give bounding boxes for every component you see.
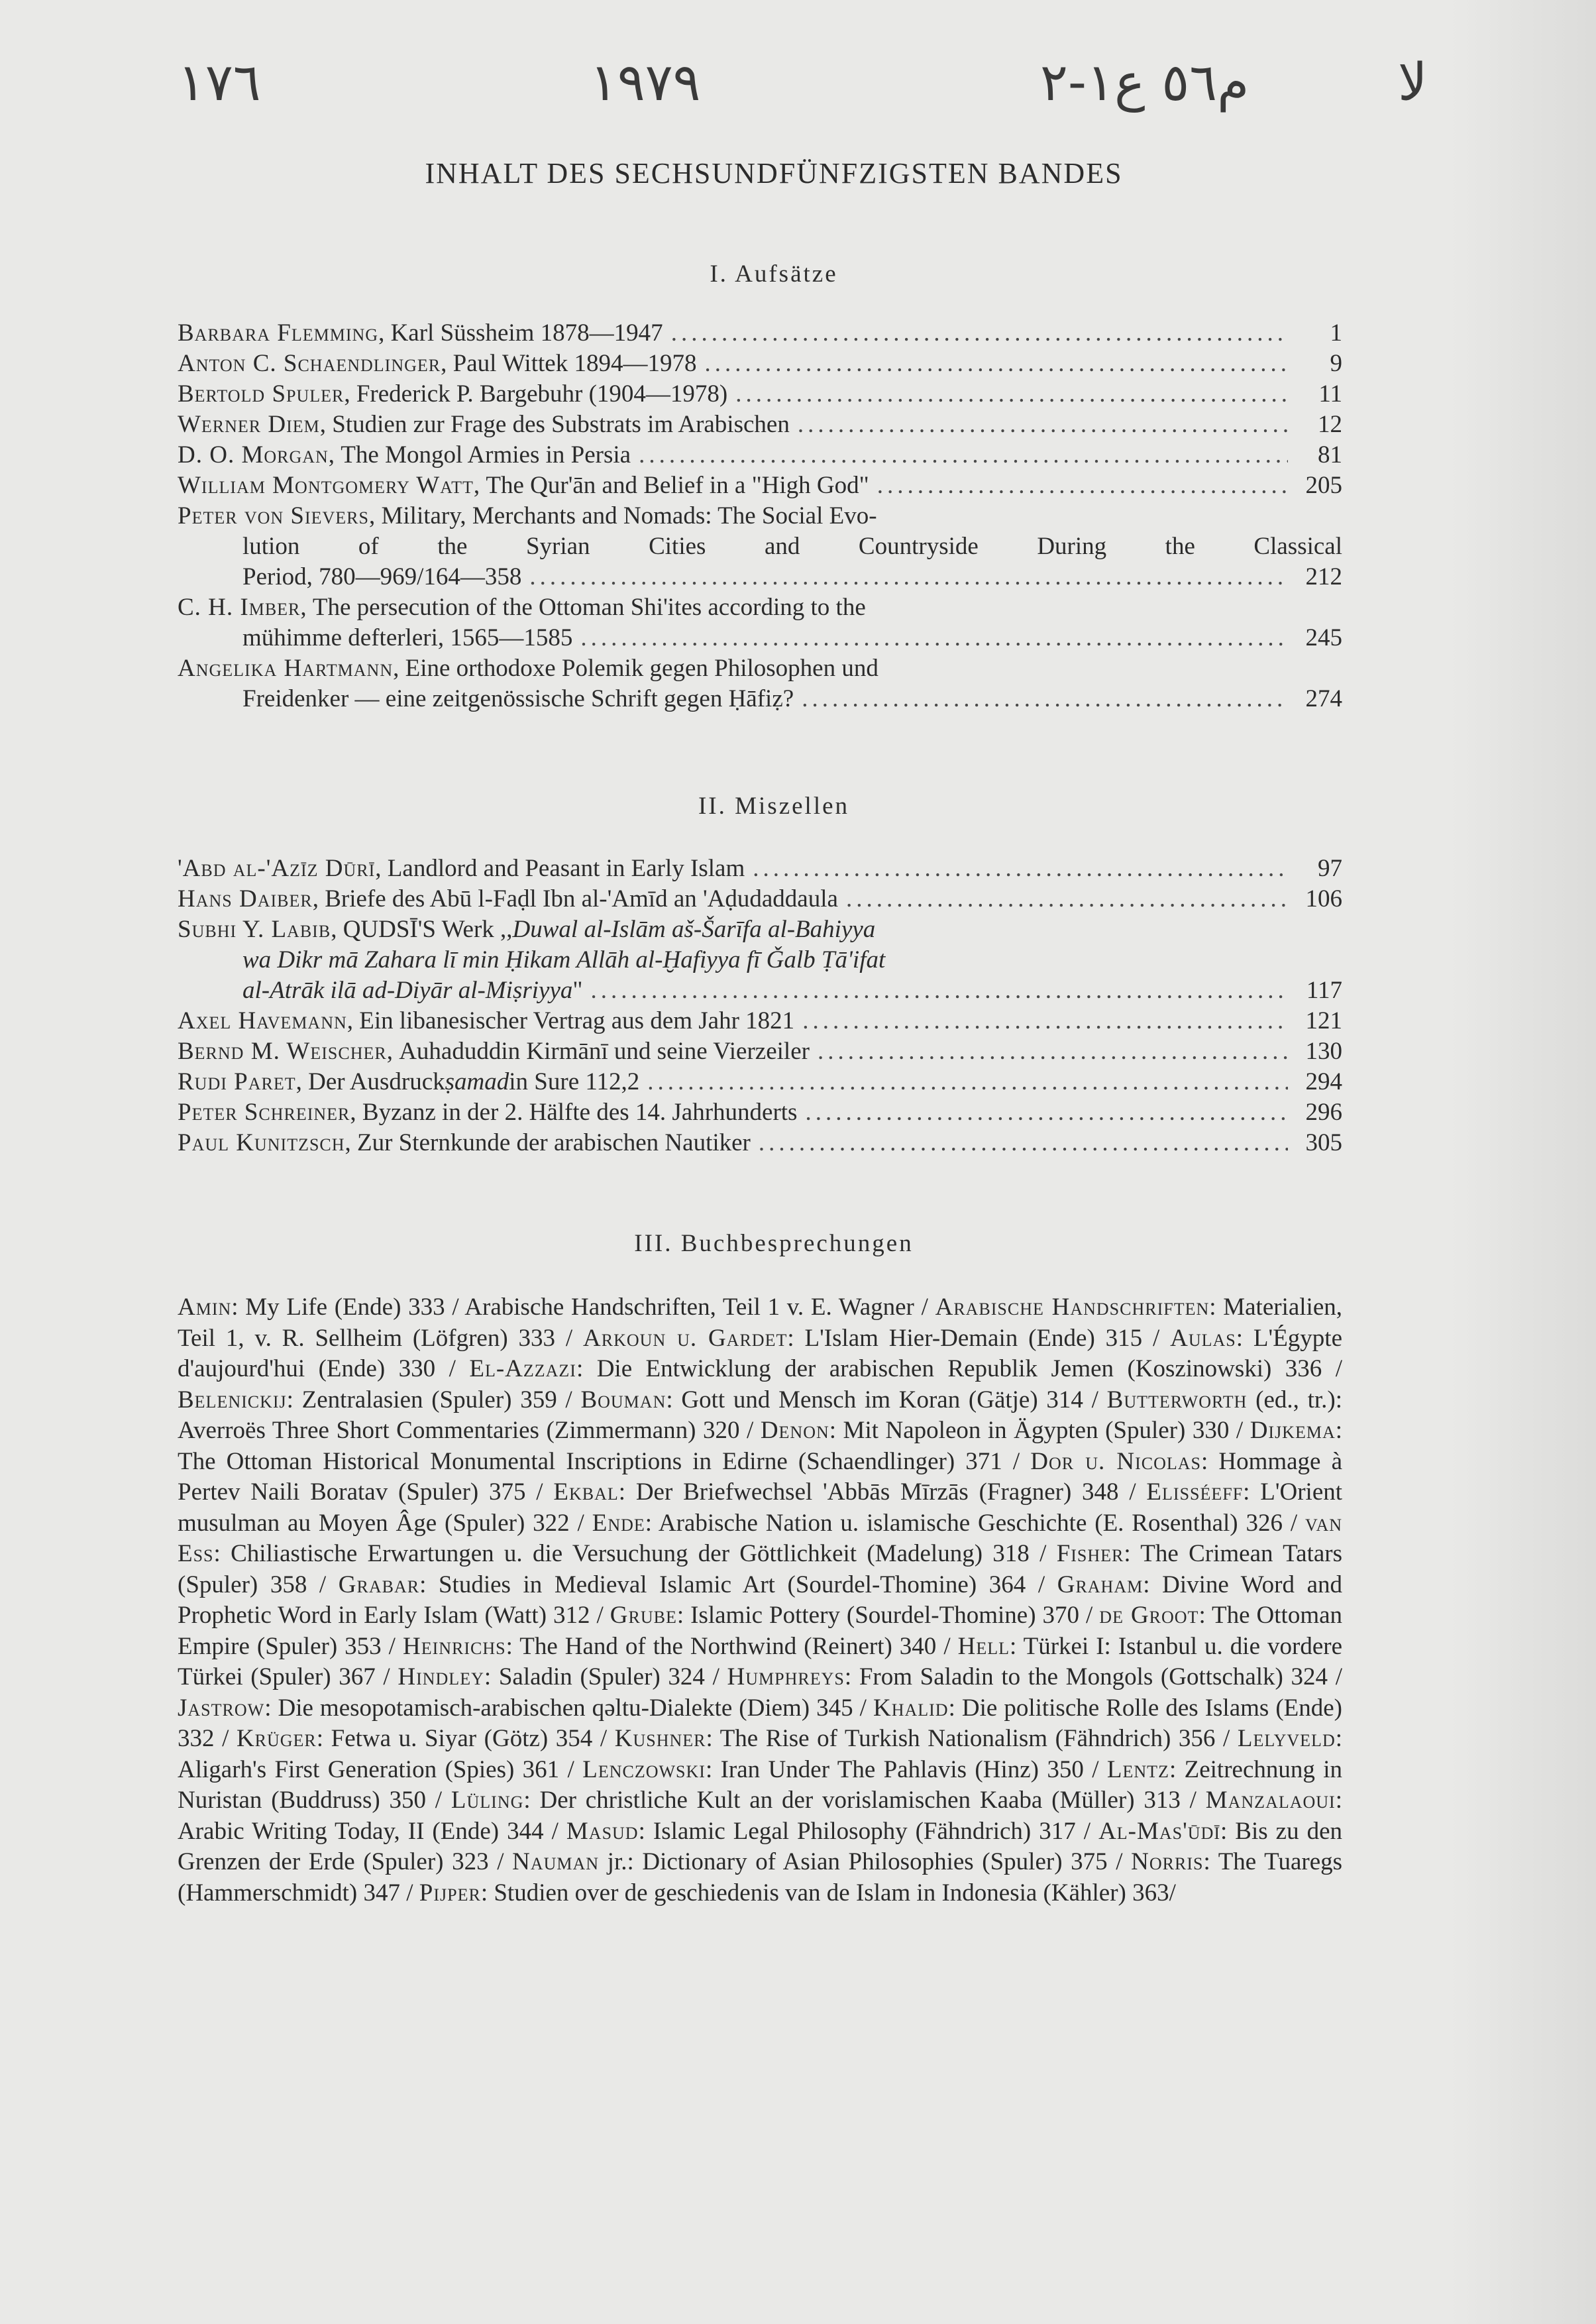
entry-author: Axel Havemann bbox=[178, 1007, 347, 1034]
review-text: (ed., tr.): Averroës Three Short Commentaries (Zimmermann) 320 bbox=[178, 1386, 1343, 1444]
leader-dots bbox=[591, 975, 1289, 1006]
entry-title: Auhaduddin Kirmānī und seine Vierzeiler bbox=[399, 1038, 810, 1065]
review-item bbox=[615, 1725, 1216, 1752]
leader-dots bbox=[753, 854, 1288, 884]
review-text: : Arabic Writing Today, II (Ende) 344 bbox=[178, 1787, 1342, 1845]
review-text: : From Saladin to the Mongols (Gottschalk) 324 bbox=[844, 1663, 1328, 1690]
review-text: : L'Islam Hier-Demain (Ende) 315 bbox=[787, 1324, 1143, 1352]
leader-dots bbox=[647, 1067, 1288, 1097]
entry-title: Der Ausdruck bbox=[308, 1068, 445, 1095]
review-item bbox=[761, 1417, 1230, 1444]
entry-page: 205 bbox=[1305, 472, 1342, 499]
entry-author: Anton C. Schaendlinger bbox=[178, 350, 441, 377]
entry-title: QUDSĪ'S Werk ,, bbox=[343, 916, 513, 943]
toc-entry: Barbara Flemming , Karl Süssheim 1878—1947 ..... 1 bbox=[178, 318, 1342, 349]
review-text: : Die mesopotamisch-arabischen qəltu-Dialekte (Diem) 345 bbox=[264, 1694, 853, 1722]
review-text: : Türkei I: Istanbul u. die vordere Türkei (Spuler) 367 bbox=[178, 1632, 1343, 1690]
page-title: INHALT DES SECHSUNDFÜNFZIGSTEN BANDES bbox=[425, 157, 1123, 190]
review-author: Nauman bbox=[512, 1848, 600, 1875]
review-text: : The Ottoman Empire (Spuler) 353 bbox=[178, 1602, 1343, 1660]
review-author: Denon bbox=[760, 1417, 829, 1444]
entry-title: Zur Sternkunde der arabischen Nautiker bbox=[357, 1129, 751, 1156]
entry-author: Barbara Flemming bbox=[178, 319, 379, 347]
entry-title: Karl Süssheim 1878—1947 bbox=[390, 319, 663, 347]
review-author: Heinrichs bbox=[402, 1632, 506, 1660]
leader-dots bbox=[846, 884, 1288, 914]
entry-page: 117 bbox=[1306, 977, 1342, 1004]
review-item bbox=[727, 1663, 1328, 1690]
entry-page: 12 bbox=[1318, 411, 1342, 438]
review-item bbox=[178, 1694, 853, 1722]
entry-page: 9 bbox=[1330, 350, 1342, 377]
review-text: : Arabische Nation u. islamische Geschichte (E. Rosenthal) 326 bbox=[645, 1509, 1283, 1537]
toc-entry: Bertold Spuler , Frederick P. Bargebuhr (1904—1978) ..... 11 bbox=[178, 379, 1342, 410]
review-author: Norris bbox=[1131, 1848, 1204, 1875]
review-item bbox=[339, 1571, 1026, 1598]
toc-entry: Hans Daiber , Briefe des Abū l-Faḍl Ibn al-'Amīd an 'Aḍudaddaula ..... 106 bbox=[178, 884, 1342, 914]
review-author: Grube bbox=[610, 1602, 677, 1629]
toc-entry: Anton C. Schaendlinger , Paul Wittek 1894—1978 ..... 9 bbox=[178, 349, 1342, 379]
entry-title: Paul Wittek 1894—1978 bbox=[452, 350, 697, 377]
entry-page: 294 bbox=[1305, 1068, 1342, 1095]
review-item bbox=[178, 1386, 557, 1413]
entry-title-continuation: mühimme defterleri, 1565—1585 bbox=[242, 624, 573, 651]
review-author: Aulas bbox=[1170, 1324, 1236, 1352]
review-item bbox=[610, 1602, 1079, 1629]
entry-title-continuation: Freidenker — eine zeitgenössische Schrift gegen Ḥāfiẓ? bbox=[242, 685, 794, 712]
entry-title: Byzanz in der 2. Hälfte des 14. Jahrhunderts bbox=[362, 1099, 798, 1126]
review-author: Lentz bbox=[1106, 1755, 1169, 1783]
review-author: Arabische Handschriften bbox=[935, 1294, 1210, 1321]
entry-page: 245 bbox=[1305, 624, 1342, 651]
toc-entry: D. O. Morgan , The Mongol Armies in Persia ..... 81 bbox=[178, 440, 1342, 470]
leader-dots bbox=[802, 684, 1288, 714]
review-author: Hell bbox=[957, 1632, 1010, 1660]
review-text: : L'Égypte d'aujourd'hui (Ende) 330 bbox=[178, 1324, 1342, 1382]
entry-title-suffix: in Sure 112,2 bbox=[509, 1068, 640, 1095]
review-author: Arkoun u. Gardet bbox=[583, 1324, 788, 1352]
review-author: Butterworth bbox=[1106, 1386, 1248, 1413]
review-author: Belenickij bbox=[178, 1386, 287, 1413]
leader-dots bbox=[639, 440, 1288, 470]
entry-title-continuation: wa Dikr mā Zahara lī min Ḥikam Allāh al-Ḫafiyya fī Ǧalb Ṭā'ifat bbox=[242, 946, 886, 973]
review-author: Dijkema bbox=[1250, 1417, 1336, 1444]
review-item bbox=[592, 1510, 1283, 1537]
review-text: : Studien over de geschiedenis van de Islam in Indonesia (Kähler) 363/ bbox=[480, 1879, 1176, 1907]
entry-page: 121 bbox=[1305, 1007, 1342, 1034]
review-author: de Groot bbox=[1099, 1602, 1199, 1629]
review-text: : Aligarh's First Generation (Spies) 361 bbox=[178, 1725, 1342, 1783]
entry-page: 106 bbox=[1305, 885, 1342, 913]
leader-dots bbox=[818, 1036, 1288, 1067]
review-author: Al-Mas'ūdī bbox=[1098, 1817, 1221, 1845]
handwritten-mark-4: لا bbox=[1398, 53, 1428, 113]
review-item bbox=[583, 1325, 1142, 1352]
toc-entry: William Montgomery Watt , The Qur'ān and Belief in a "High God" ..... 205 bbox=[178, 470, 1342, 501]
review-text: : Die Entwicklung der arabischen Republik Jemen (Koszinowski) 336 bbox=[576, 1355, 1322, 1382]
entry-title: Frederick P. Bargebuhr (1904—1978) bbox=[356, 380, 728, 408]
review-text: : Studies in Medieval Islamic Art (Sourdel-Thomine) 364 bbox=[419, 1571, 1026, 1598]
review-text: : Islamic Legal Philosophy (Fähndrich) 317 bbox=[638, 1817, 1076, 1845]
review-text: : Islamic Pottery (Sourdel-Thomine) 370 bbox=[676, 1602, 1080, 1629]
entry-title-italic: Duwal al-Islām aš-Šarīfa al-Bahiyya bbox=[512, 916, 876, 943]
review-text: : Iran Under The Pahlavis (Hinz) 350 bbox=[705, 1755, 1084, 1783]
review-author: Lüling bbox=[451, 1787, 524, 1814]
toc-entry: C. H. Imber , The persecution of the Ottoman Shi'ites according to the mühimme defterleri, 1565—1585 ..... 245 bbox=[178, 592, 1342, 653]
entry-author: Bertold Spuler bbox=[178, 380, 345, 408]
review-author: van Ess bbox=[178, 1509, 1343, 1567]
entry-page: 130 bbox=[1305, 1038, 1342, 1065]
review-author: Kushner bbox=[614, 1725, 706, 1752]
review-text: : Fetwa u. Siyar (Götz) 354 bbox=[316, 1725, 593, 1752]
review-text: Arabische Handschriften, Teil 1 v. E. Wagner bbox=[464, 1294, 914, 1321]
review-author: El-Azzazi bbox=[469, 1355, 576, 1382]
review-author: Graham bbox=[1057, 1571, 1144, 1598]
review-item bbox=[553, 1478, 1118, 1506]
toc-entry: Paul Kunitzsch , Zur Sternkunde der arabischen Nautiker ..... 305 bbox=[178, 1128, 1342, 1158]
entry-author: Angelika Hartmann bbox=[178, 655, 394, 682]
entry-title-continuation: lution of the Syrian Cities and Countryside During the Classical bbox=[242, 533, 1342, 560]
review-item bbox=[566, 1818, 1076, 1845]
entry-page: 296 bbox=[1305, 1099, 1342, 1126]
review-author: Ekbal bbox=[553, 1478, 619, 1506]
review-text: : Saladin (Spuler) 324 bbox=[484, 1663, 705, 1690]
leader-dots bbox=[805, 1097, 1288, 1128]
leader-dots bbox=[580, 623, 1288, 653]
review-item bbox=[580, 1386, 1083, 1413]
review-author: Fisher bbox=[1056, 1540, 1124, 1567]
section-heading-buchbesprechungen: III. Buchbesprechungen bbox=[634, 1230, 914, 1257]
review-text: jr.: Dictionary of Asian Philosophies (Spuler) 375 bbox=[599, 1848, 1108, 1875]
leader-dots bbox=[671, 318, 1288, 349]
toc-entry: Peter Schreiner , Byzanz in der 2. Hälfte des 14. Jahrhunderts ..... 296 bbox=[178, 1097, 1342, 1128]
leader-dots bbox=[735, 379, 1288, 410]
section-heading-miszellen: II. Miszellen bbox=[698, 793, 850, 820]
review-text: : L'Orient musulman au Moyen Âge (Spuler) 322 bbox=[178, 1478, 1343, 1537]
entry-author: Subhi Y. Labib bbox=[178, 916, 331, 943]
entry-page: 81 bbox=[1318, 441, 1342, 469]
review-author: Bouman bbox=[580, 1386, 666, 1413]
page-shading bbox=[1450, 0, 1596, 2324]
entry-title-continuation: al-Atrāk ilā ad-Diyār al-Miṣriyya bbox=[242, 977, 573, 1004]
leader-dots bbox=[704, 349, 1288, 379]
leader-dots bbox=[802, 1006, 1288, 1036]
review-text: : Chiliastische Erwartungen u. die Versuchung der Göttlichkeit (Madelung) 318 bbox=[213, 1540, 1030, 1567]
review-item bbox=[398, 1663, 705, 1690]
entry-title: Landlord and Peasant in Early Islam bbox=[387, 855, 745, 882]
review-item bbox=[403, 1633, 936, 1660]
entry-title-italic: ṣamad bbox=[445, 1068, 509, 1095]
entry-page: 97 bbox=[1318, 855, 1342, 882]
review-author: Ende bbox=[592, 1509, 645, 1537]
toc-entry: Werner Diem , Studien zur Frage des Substrats im Arabischen ..... 12 bbox=[178, 410, 1342, 440]
entry-title: The Qur'ān and Belief in a "High God" bbox=[486, 472, 869, 499]
review-text: : Zeitrechnung in Nuristan (Buddruss) 350 bbox=[178, 1755, 1343, 1814]
leader-dots bbox=[798, 410, 1288, 440]
review-text: : Bis zu den Grenzen der Erde (Spuler) 323 bbox=[178, 1817, 1343, 1875]
entry-author: D. O. Morgan bbox=[178, 441, 329, 469]
entry-author: C. H. Imber bbox=[178, 594, 301, 621]
entry-author: Peter von Sievers bbox=[178, 502, 369, 529]
entry-title: The persecution of the Ottoman Shi'ites according to the bbox=[312, 594, 866, 621]
entry-author: Peter Schreiner bbox=[178, 1099, 350, 1126]
review-item bbox=[464, 1294, 914, 1321]
leader-dots bbox=[877, 470, 1288, 501]
entry-page: 11 bbox=[1318, 380, 1342, 408]
review-item bbox=[237, 1725, 592, 1752]
review-item bbox=[451, 1787, 1181, 1814]
entry-title-suffix: " bbox=[572, 977, 583, 1004]
leader-dots bbox=[529, 562, 1288, 592]
review-author: Amin bbox=[178, 1294, 232, 1321]
entry-author: Rudi Paret bbox=[178, 1068, 296, 1095]
review-text: : Zentralasien (Spuler) 359 bbox=[286, 1386, 557, 1413]
entry-title: Ein libanesischer Vertrag aus dem Jahr 1821 bbox=[359, 1007, 795, 1034]
entry-title: Eine orthodoxe Polemik gegen Philosophen und bbox=[405, 655, 878, 682]
review-text: : Hommage à Pertev Naili Boratav (Spuler) 375 bbox=[178, 1447, 1343, 1506]
handwritten-mark-1: ١٧٦ bbox=[178, 53, 261, 113]
toc-entry: 'Abd al-'Azīz Dūrī , Landlord and Peasant in Early Islam ..... 97 bbox=[178, 854, 1342, 884]
entry-page: 212 bbox=[1305, 563, 1342, 590]
review-author: Khalid bbox=[873, 1694, 949, 1722]
review-text: : The Rise of Turkish Nationalism (Fähndrich) 356 bbox=[706, 1725, 1216, 1752]
review-author: Humphreys bbox=[727, 1663, 845, 1690]
review-text: : My Life (Ende) 333 bbox=[231, 1294, 445, 1321]
review-text: : Divine Word and Prophetic Word in Early Islam (Watt) 312 bbox=[178, 1571, 1343, 1629]
toc-entry: Peter von Sievers , Military, Merchants and Nomads: The Social Evo- lution of the Syrian Cities and Countryside During the Classical Period, 780—969/164—358 ..... 212 bbox=[178, 501, 1342, 592]
entry-page: 274 bbox=[1305, 685, 1342, 712]
entry-author: 'Abd al-'Azīz Dūrī bbox=[178, 855, 376, 882]
entry-author: Paul Kunitzsch bbox=[178, 1129, 345, 1156]
entry-title: Military, Merchants and Nomads: The Social Evo- bbox=[381, 502, 877, 529]
review-list: Amin: My Life (Ende) 333 / Arabische Handschriften, Teil 1 v. E. Wagner / Arabische Handschriften: Materialien, Teil 1, v. R. Sellheim (Löfgren) 333 / Arkoun u. Gardet: L'Islam Hier-Demain (Ende) 315 / Aulas: L'Égypte d'aujourd'hui (Ende) 330 / El-Azzazi: Die Entwicklung der arabischen Republik Jemen (Koszinowski) 336 / Belenickij: Zentralasien (Spuler) 359 / Bouman: Gott und Mensch im Koran (Gätje) 314 / Butterworth (ed., tr.): Averroës Three Short Commentaries (Zimmermann) 320 / Denon: Mit Napoleon in Ägypten (Spuler) 330 / Dijkema: The Ottoman Historical Monumental Inscriptions in Edirne (Schaendlinger) 371 / Dor u. Nicolas: Hommage à Pertev Naili Boratav (Spuler) 375 / Ekbal: Der Briefwechsel 'Abbās Mīrzās (Fragner) 348 / Elisséeff: L'Orient musulman au Moyen Âge (Spuler) 322 / Ende: Arabische Nation u. islamische Geschichte (E. Rosenthal) 326 / van Ess: Chiliastische Erwartungen u. die Versuchung der Göttlichkeit (Madelung) 318 / Fisher: The Crimean Tatars (Spuler) 358 / Grabar: Studies in Medieval Islamic Art (Sourdel-Thomine) 364 / Graham: Divine Word and Prophetic Word in Early Islam (Watt) 312 / Grube: Islamic Pottery (Sourdel-Thomine) 370 / de Groot: The Ottoman Empire (Spuler) 353 / Heinrichs: The Hand of the Northwind (Reinert) 340 / Hell: Türkei I: Istanbul u. die vordere Türkei (Spuler) 367 / Hindley: Saladin (Spuler) 324 / Humphreys: From Saladin to the Mongols (Gottschalk) 324 / Jastrow: Die mesopotamisch-arabischen qəltu-Dialekte (Diem) 345 / Khalid: Die politische Rolle des Islams (Ende) 332 / Krüger: Fetwa u. Siyar (Götz) 354 / Kushner: The Rise of Turkish Nationalism (Fähndrich) 356 / Lelyveld: Aligarh's First Generation (Spies) 361 / Lenczowski: Iran Under The Pahlavis (Hinz) 350 / Lentz: Zeitrechnung in Nuristan (Buddruss) 350 / Lüling: Der christliche Kult an der vorislamischen Kaaba (Müller) 313 / Manzalaoui: Arabic Writing Today, II (Ende) 344 / Masud: Islamic Legal Philosophy (Fähndrich) 317 / Al-Mas'ūdī: Bis zu den Grenzen der Erde (Spuler) 323 / Nauman jr.: Dictionary of Asian Philosophies (Spuler) 375 / Norris: The Tuaregs (Hammerschmidt) 347 / Pijper: Studien over de geschiedenis van de Islam in Indonesia (Kähler) 363/ bbox=[178, 1294, 1343, 1907]
review-text: : Mit Napoleon in Ägypten (Spuler) 330 bbox=[829, 1417, 1230, 1444]
review-text: : The Crimean Tatars (Spuler) 358 bbox=[178, 1540, 1343, 1598]
entry-title-continuation: Period, 780—969/164—358 bbox=[242, 563, 522, 590]
review-author: Jastrow bbox=[178, 1694, 265, 1722]
review-text: : Materialien, Teil 1, v. R. Sellheim (Löfgren) 333 bbox=[178, 1294, 1343, 1352]
review-item bbox=[512, 1848, 1108, 1875]
toc-entry: Rudi Paret , Der Ausdruck ṣamad in Sure 112,2 ..... 294 bbox=[178, 1067, 1342, 1097]
review-text: : The Tuaregs (Hammerschmidt) 347 bbox=[178, 1848, 1343, 1907]
review-author: Lelyveld bbox=[1237, 1725, 1336, 1752]
entry-page: 1 bbox=[1330, 319, 1342, 347]
toc-entry: Angelika Hartmann , Eine orthodoxe Polemik gegen Philosophen und Freidenker — eine zeitgenössische Schrift gegen Ḥāfiẓ? ..... 274 bbox=[178, 653, 1342, 714]
section-heading-aufsaetze: I. Aufsätze bbox=[710, 260, 838, 288]
handwritten-mark-2: ١٩٧٩ bbox=[590, 53, 701, 113]
entry-author: Hans Daiber bbox=[178, 885, 313, 913]
review-author: Grabar bbox=[338, 1571, 420, 1598]
entry-author: William Montgomery Watt bbox=[178, 472, 474, 499]
review-text: : Der Briefwechsel 'Abbās Mīrzās (Fragner) 348 bbox=[618, 1478, 1119, 1506]
review-text: : The Hand of the Northwind (Reinert) 340 bbox=[505, 1632, 937, 1660]
review-item bbox=[582, 1756, 1084, 1783]
toc-entry: Bernd M. Weischer , Auhaduddin Kirmānī und seine Vierzeiler ..... 130 bbox=[178, 1036, 1342, 1067]
review-text: : The Ottoman Historical Monumental Inscriptions in Edirne (Schaendlinger) 371 bbox=[178, 1417, 1343, 1475]
review-author: Manzalaoui bbox=[1205, 1787, 1336, 1814]
handwritten-mark-3: م٥٦ ع١-٢ bbox=[1040, 53, 1250, 113]
toc-entry: Axel Havemann , Ein libanesischer Vertrag aus dem Jahr 1821 ..... 121 bbox=[178, 1006, 1342, 1036]
leader-dots bbox=[759, 1128, 1288, 1158]
review-author: Hindley bbox=[398, 1663, 484, 1690]
review-text: : Die politische Rolle des Islams (Ende) 332 bbox=[178, 1694, 1343, 1752]
entry-title: Studien zur Frage des Substrats im Arabischen bbox=[332, 411, 790, 438]
entry-author: Bernd M. Weischer bbox=[178, 1038, 387, 1065]
review-item bbox=[469, 1355, 1322, 1382]
review-author: Elisséeff bbox=[1146, 1478, 1244, 1506]
review-author: Pijper bbox=[419, 1879, 481, 1907]
review-text: : Der christliche Kult an der vorislamischen Kaaba (Müller) 313 bbox=[523, 1787, 1181, 1814]
review-author: Lenczowski bbox=[582, 1755, 706, 1783]
review-text: : Gott und Mensch im Koran (Gätje) 314 bbox=[666, 1386, 1083, 1413]
entry-author: Werner Diem bbox=[178, 411, 320, 438]
toc-entry: Subhi Y. Labib , QUDSĪ'S Werk ,, Duwal al-Islām aš-Šarīfa al-Bahiyya wa Dikr mā Zahara lī min Ḥikam Allāh al-Ḫafiyya fī Ǧalb Ṭā'ifat al-Atrāk ilā ad-Diyār al-Miṣriyya " ..... 117 bbox=[178, 914, 1342, 1006]
entry-title: Briefe des Abū l-Faḍl Ibn al-'Amīd an 'Aḍudaddaula bbox=[325, 885, 838, 913]
review-author: Krüger bbox=[236, 1725, 317, 1752]
review-author: Dor u. Nicolas bbox=[1030, 1447, 1201, 1475]
entry-page: 305 bbox=[1305, 1129, 1342, 1156]
review-author: Masud bbox=[566, 1817, 639, 1845]
review-item bbox=[178, 1294, 445, 1321]
entry-title: The Mongol Armies in Persia bbox=[341, 441, 631, 469]
review-item bbox=[419, 1879, 1176, 1907]
